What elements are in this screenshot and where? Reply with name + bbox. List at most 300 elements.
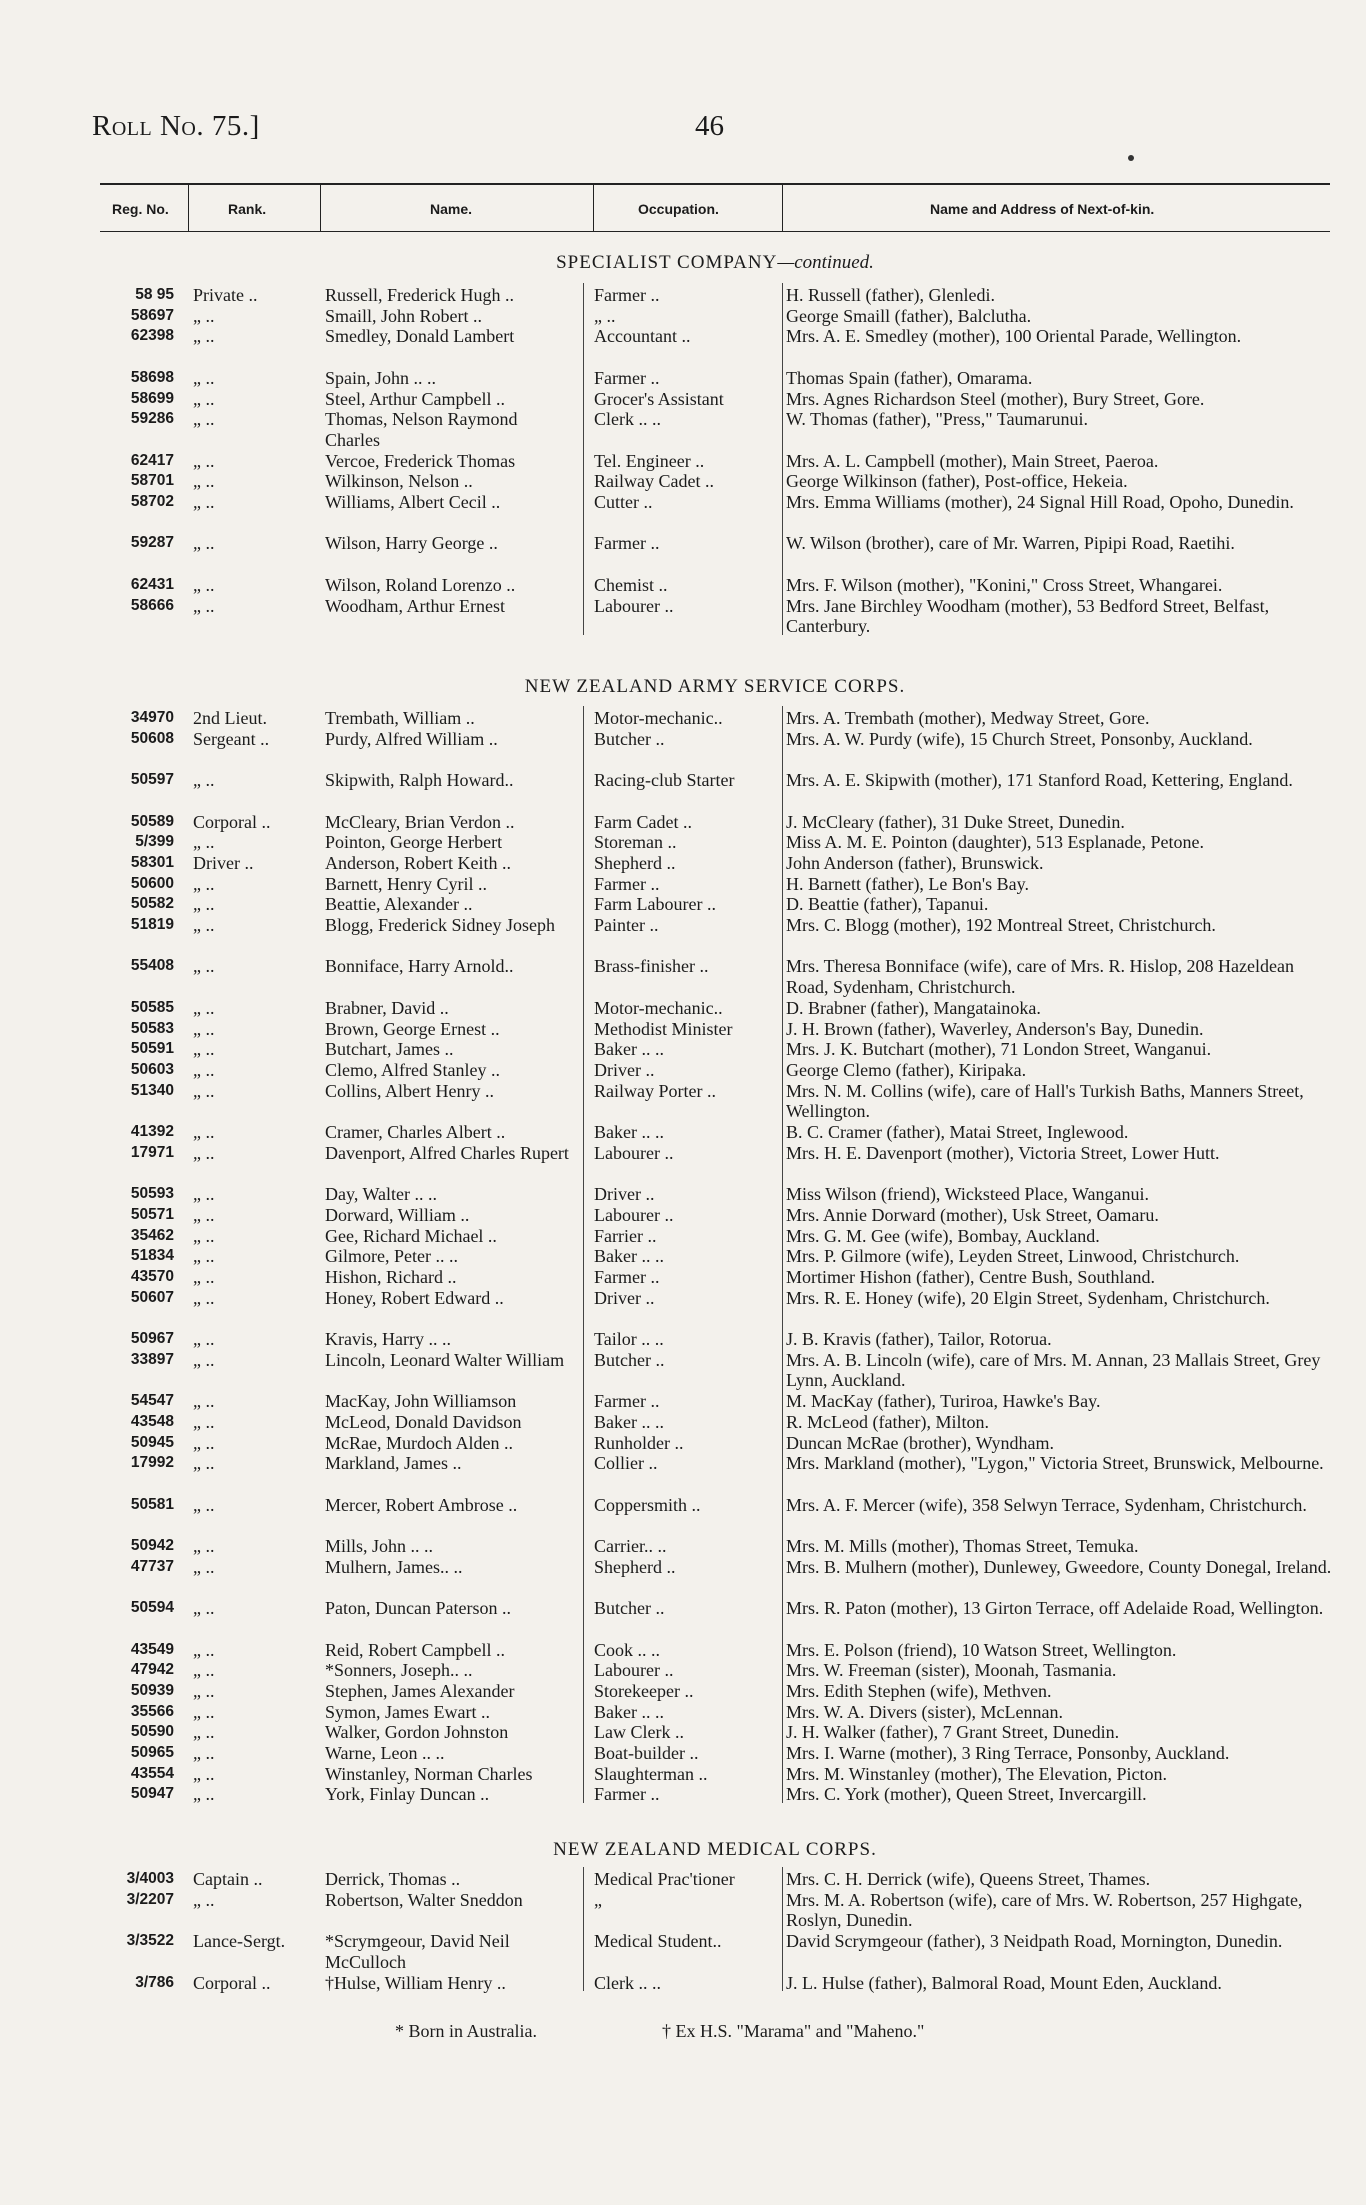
next-of-kin: Mrs. P. Gilmore (wife), Leyden Street, Linwood, Christchurch. [786,1246,1240,1267]
rank: „ .. [193,595,215,616]
reg-number: 58702 [130,493,174,510]
reg-number: 47737 [130,1557,174,1575]
occupation: Cutter .. [594,492,653,512]
rank: „ .. [193,1536,215,1556]
next-of-kin: Mrs. N. M. Collins (wife), care of Hall's Turkish Baths, Manners Street, Wellington. [786,1080,1304,1122]
next-of-kin: Mrs. Edith Stephen (wife), Methven. [786,1680,1052,1701]
section-title-text: NEW ZEALAND MEDICAL CORPS. [553,1839,877,1860]
footnote-ex: † Ex H.S. "Marama" and "Maheno." [662,2021,925,2041]
rank: „ .. [193,1889,215,1910]
soldier-name: McRae, Murdoch Alden .. [325,1432,513,1453]
soldier-name: Purdy, Alfred William .. [325,728,498,749]
soldier-name: Barnett, Henry Cyril .. [325,873,487,894]
reg-number: 41392 [130,1123,174,1140]
rank: „ .. [193,997,215,1018]
next-of-kin: Mrs. B. Mulhern (mother), Dunlewey, Gweedore, County Donegal, Ireland. [786,1556,1332,1577]
reg-number: 50593 [130,1185,174,1203]
next-of-kin: Mrs. A. F. Mercer (wife), 358 Selwyn Terrace, Sydenham, Christchurch. [786,1494,1307,1515]
soldier-name: Symon, James Ewart .. [325,1701,490,1722]
reg-number: 59286 [130,410,174,428]
occupation: Farmer .. [594,873,660,894]
soldier-name: Cramer, Charles Albert .. [325,1122,506,1142]
soldier-name: †Hulse, William Henry .. [325,1972,506,1993]
occupation: Racing-club Starter [594,770,735,791]
rank: „ .. [193,533,215,554]
soldier-name: Winstanley, Norman Charles [325,1763,533,1784]
ink-dot [1128,155,1134,161]
occupation: Brass-finisher .. [594,956,709,977]
occupation: Storeman .. [594,832,677,853]
rank: „ .. [193,1660,215,1681]
rank: Driver .. [193,852,254,873]
section-title [100,252,1330,274]
next-of-kin: Mrs. C. York (mother), Queen Street, Invercargill. [786,1784,1147,1805]
reg-number: 47942 [130,1661,174,1679]
soldier-name: Paton, Duncan Paterson .. [325,1598,511,1619]
occupation: Grocer's Assistant [594,388,724,409]
soldier-name: Spain, John .. .. [325,367,437,388]
next-of-kin: Mrs. M. Mills (mother), Thomas Street, Temuka. [786,1536,1139,1556]
next-of-kin: Mrs. C. H. Derrick (wife), Queens Street, Thames. [786,1869,1151,1889]
header-divider [593,183,594,231]
next-of-kin: D. Brabner (father), Mangatainoka. [786,997,1041,1018]
rank: „ .. [193,1763,215,1784]
next-of-kin: John Anderson (father), Brunswick. [786,852,1044,873]
next-of-kin: Mrs. A. W. Purdy (wife), 15 Church Street, Ponsonby, Auckland. [786,728,1253,749]
reg-number: 50571 [130,1205,174,1223]
next-of-kin: Mrs. R. Paton (mother), 13 Girton Terrace, off Adelaide Road, Wellington. [786,1598,1324,1619]
reg-number: 43554 [130,1764,174,1782]
col-name-header: Name. [430,201,473,217]
rank: „ .. [193,450,215,471]
rank: „ .. [193,1432,215,1453]
occupation: Labourer .. [594,595,674,616]
reg-number: 50581 [130,1495,174,1513]
rank: „ .. [193,1680,215,1701]
next-of-kin: J. L. Hulse (father), Balmoral Road, Mount Eden, Auckland. [786,1972,1222,1993]
rank: „ .. [193,1453,215,1474]
section-title [100,1839,1330,1861]
next-of-kin: Mrs. F. Wilson (mother), "Konini," Cross Street, Whangarei. [786,574,1223,595]
occupation: Law Clerk .. [594,1722,684,1743]
rank: Corporal .. [193,811,271,832]
soldier-name: Hishon, Richard .. [325,1266,457,1287]
rank: „ .. [193,1494,215,1515]
reg-number: 3/786 [135,1973,174,1991]
rank: „ .. [193,326,215,347]
occupation: „ [594,1889,602,1910]
occupation: Medical Prac'tioner [594,1869,735,1889]
next-of-kin: H. Barnett (father), Le Bon's Bay. [786,873,1029,894]
rank: „ .. [193,1349,215,1370]
reg-number: 50591 [130,1040,174,1058]
next-of-kin: Mrs. G. M. Gee (wife), Bombay, Auckland. [786,1225,1100,1246]
soldier-name: Wilson, Harry George .. [325,533,498,554]
occupation: Coppersmith .. [594,1494,701,1515]
next-of-kin: Mrs. Jane Birchley Woodham (mother), 53 Bedford Street, Belfast, Canterbury. [786,595,1270,636]
next-of-kin: George Clemo (father), Kiripaka. [786,1059,1027,1080]
soldier-name: McCleary, Brian Verdon .. [325,811,515,832]
occupation: Farmer .. [594,367,660,388]
next-of-kin: W. Thomas (father), "Press," Taumarunui. [786,409,1089,430]
reg-number: 50945 [130,1433,174,1451]
column-rule [782,283,783,635]
soldier-name: Butchart, James .. [325,1039,454,1060]
next-of-kin: Mrs. M. A. Robertson (wife), care of Mrs. W. Robertson, 257 Highgate, Roslyn, Dunedin. [786,1889,1303,1931]
occupation: Driver .. [594,1184,655,1205]
rank: „ .. [193,471,215,492]
soldier-name: Davenport, Alfred Charles Rupert [325,1142,569,1163]
rank: „ .. [193,1598,215,1619]
rank: „ .. [193,1411,215,1432]
soldier-name: Williams, Albert Cecil .. [325,492,501,512]
column-headers [100,183,1330,233]
rank: „ .. [193,388,215,409]
next-of-kin: Mrs. A. B. Lincoln (wife), care of Mrs. M. Annan, 23 Mallais Street, Grey Lynn, Auckland. [786,1349,1321,1391]
reg-number: 55408 [130,957,174,975]
occupation: Motor-mechanic.. [594,708,723,728]
next-of-kin: W. Wilson (brother), care of Mr. Warren, Pipipi Road, Raetihi. [786,533,1235,554]
reg-number: 34970 [130,709,174,726]
reg-number: 51834 [130,1247,174,1265]
next-of-kin: Mrs. Theresa Bonniface (wife), care of Mrs. R. Hislop, 208 Hazeldean Road, Sydenham, Christchurch. [786,956,1294,997]
next-of-kin: Mrs. A. E. Skipwith (mother), 171 Stanford Road, Kettering, England. [786,770,1293,791]
reg-number: 33897 [130,1350,174,1368]
next-of-kin: Mrs. Agnes Richardson Steel (mother), Bury Street, Gore. [786,388,1205,409]
reg-number: 59287 [130,534,174,552]
occupation: Motor-mechanic.. [594,997,723,1018]
soldier-name: York, Finlay Duncan .. [325,1784,490,1805]
header-divider [782,183,783,231]
occupation: Tailor .. .. [594,1329,664,1349]
occupation: Farmer .. [594,533,660,554]
rank: „ .. [193,894,215,915]
rank: „ .. [193,1266,215,1287]
soldier-name: Markland, James .. [325,1453,462,1474]
soldier-name: Robertson, Walter Sneddon [325,1889,523,1910]
next-of-kin: Mrs. W. A. Divers (sister), McLennan. [786,1701,1063,1722]
soldier-name: Wilkinson, Nelson .. [325,471,473,492]
next-of-kin: J. H. Walker (father), 7 Grant Street, Dunedin. [786,1722,1120,1743]
header-divider [188,183,189,231]
rank: „ .. [193,1556,215,1577]
soldier-name: Brown, George Ernest .. [325,1018,500,1039]
occupation: Baker .. .. [594,1701,664,1722]
next-of-kin: J. B. Kravis (father), Tailor, Rotorua. [786,1329,1052,1349]
reg-number: 51819 [130,916,174,933]
soldier-name: Bonniface, Harry Arnold.. [325,956,514,977]
reg-number: 62431 [130,575,174,593]
soldier-name: Walker, Gordon Johnston [325,1722,509,1743]
reg-number: 58697 [130,306,174,324]
occupation: Baker .. .. [594,1122,664,1142]
reg-number: 50597 [130,771,174,789]
next-of-kin: R. McLeod (father), Milton. [786,1411,989,1432]
soldier-name: Anderson, Robert Keith .. [325,852,511,873]
header-bottom-rule [100,231,1330,232]
rank: „ .. [193,1722,215,1743]
section-title [100,676,1330,698]
reg-number: 50589 [130,812,174,830]
column-rule [583,283,584,635]
column-rule [583,706,584,1803]
occupation: Driver .. [594,1059,655,1080]
occupation: Butcher .. [594,1349,665,1370]
next-of-kin: Mrs. E. Polson (friend), 10 Watson Street, Wellington. [786,1639,1177,1660]
reg-number: 58699 [130,389,174,407]
occupation: Farm Cadet .. [594,811,692,832]
occupation: Labourer .. [594,1142,674,1163]
col-occupation-header: Occupation. [638,201,719,217]
occupation: Labourer .. [594,1660,674,1681]
rank: „ .. [193,915,215,935]
occupation: Boat-builder .. [594,1743,699,1763]
reg-number: 50965 [130,1744,174,1761]
reg-number: 58701 [130,472,174,490]
soldier-name: Gilmore, Peter .. .. [325,1246,458,1267]
rank: Sergeant .. [193,728,270,749]
rank: „ .. [193,1142,215,1163]
soldier-name: Mills, John .. .. [325,1536,434,1556]
rank: „ .. [193,409,215,430]
next-of-kin: Mrs. I. Warne (mother), 3 Ring Terrace, Ponsonby, Auckland. [786,1743,1230,1763]
occupation: Railway Porter .. [594,1080,716,1101]
occupation: „ .. [594,305,616,326]
soldier-name: Pointon, George Herbert [325,832,503,853]
rank: „ .. [193,1246,215,1267]
reg-number: 50607 [130,1288,174,1306]
reg-number: 50939 [130,1681,174,1699]
next-of-kin: J. McCleary (father), 31 Duke Street, Dunedin. [786,811,1125,832]
reg-number: 50947 [130,1785,174,1803]
col-rank-header: Rank. [228,201,267,217]
rank: Private .. [193,285,258,305]
soldier-name: Thomas, Nelson Raymond Charles [325,409,518,450]
rank: „ .. [193,1018,215,1039]
occupation: Runholder .. [594,1432,684,1453]
soldier-name: McLeod, Donald Davidson [325,1411,522,1432]
soldier-name: Clemo, Alfred Stanley .. [325,1059,500,1080]
next-of-kin: Mrs. A. E. Smedley (mother), 100 Oriental Parade, Wellington. [786,326,1242,347]
rank: „ .. [193,1039,215,1060]
next-of-kin: Mrs. H. E. Davenport (mother), Victoria Street, Lower Hutt. [786,1142,1220,1163]
reg-number: 50582 [130,895,174,913]
occupation: Medical Student.. [594,1931,722,1952]
reg-number: 50603 [130,1060,174,1078]
rank: „ .. [193,770,215,791]
rank: „ .. [193,574,215,595]
rank: „ .. [193,1059,215,1080]
next-of-kin: Mrs. R. E. Honey (wife), 20 Elgin Street, Sydenham, Christchurch. [786,1287,1270,1308]
next-of-kin: Mrs. Annie Dorward (mother), Usk Street, Oamaru. [786,1204,1159,1225]
reg-number: 5/399 [135,833,174,851]
occupation: Farrier .. [594,1225,657,1246]
rank: „ .. [193,1184,215,1205]
occupation: Slaughterman .. [594,1763,708,1784]
reg-number: 50600 [130,874,174,892]
next-of-kin: Mrs. Markland (mother), "Lygon," Victoria Street, Brunswick, Melbourne. [786,1453,1324,1474]
rank: „ .. [193,305,215,326]
reg-number: 17971 [130,1143,174,1161]
column-rule [583,1867,584,1991]
next-of-kin: Mrs. A. L. Campbell (mother), Main Street, Paeroa. [786,450,1159,471]
reg-number: 43549 [130,1640,174,1658]
rank: „ .. [193,1743,215,1763]
next-of-kin: George Wilkinson (father), Post-office, Hekeia. [786,471,1128,492]
soldier-name: Kravis, Harry .. .. [325,1329,451,1349]
occupation: Railway Cadet .. [594,471,714,492]
next-of-kin: Mortimer Hishon (father), Centre Bush, Southland. [786,1266,1155,1287]
header-divider [320,183,321,231]
reg-number: 3/4003 [126,1870,174,1887]
soldier-name: Steel, Arthur Campbell .. [325,388,505,409]
occupation: Driver .. [594,1287,655,1308]
reg-number: 35462 [130,1226,174,1244]
next-of-kin: David Scrymgeour (father), 3 Neidpath Road, Mornington, Dunedin. [786,1931,1283,1952]
occupation: Butcher .. [594,728,665,749]
occupation: Tel. Engineer .. [594,450,705,471]
reg-number: 50590 [130,1723,174,1741]
rank: „ .. [193,492,215,512]
occupation: Baker .. .. [594,1246,664,1267]
occupation: Accountant .. [594,326,691,347]
soldier-name: Smaill, John Robert .. [325,305,482,326]
reg-number: 50608 [130,729,174,747]
occupation: Baker .. .. [594,1411,664,1432]
reg-number: 54547 [130,1392,174,1410]
soldier-name: Reid, Robert Campbell .. [325,1639,505,1660]
reg-number: 58301 [130,853,174,871]
rank: „ .. [193,1122,215,1142]
soldier-name: Honey, Robert Edward .. [325,1287,504,1308]
rank: „ .. [193,1639,215,1660]
rank: „ .. [193,1784,215,1805]
next-of-kin: Miss A. M. E. Pointon (daughter), 513 Esplanade, Petone. [786,832,1204,853]
rank: „ .. [193,832,215,853]
rank: „ .. [193,1701,215,1722]
next-of-kin: Mrs. C. Blogg (mother), 192 Montreal Street, Christchurch. [786,915,1216,935]
occupation: Chemist .. [594,574,668,595]
reg-number: 62398 [130,327,174,345]
occupation: Carrier.. .. [594,1536,667,1556]
soldier-name: Collins, Albert Henry .. [325,1080,494,1101]
reg-number: 50583 [130,1019,174,1037]
soldier-name: MacKay, John Williamson [325,1391,517,1412]
reg-number: 50594 [130,1599,174,1617]
reg-number: 58698 [130,368,174,386]
reg-number: 43548 [130,1412,174,1430]
occupation: Clerk .. .. [594,1972,661,1993]
reg-number: 35566 [130,1702,174,1720]
rank: „ .. [193,956,215,977]
soldier-name: Skipwith, Ralph Howard.. [325,770,514,791]
soldier-name: Mulhern, James.. .. [325,1556,463,1577]
section-title-text: SPECIALIST COMPANY [556,252,778,273]
occupation: Farmer .. [594,1784,660,1805]
next-of-kin: M. MacKay (father), Turiroa, Hawke's Bay. [786,1391,1101,1412]
soldier-name: Warne, Leon .. .. [325,1743,445,1763]
next-of-kin: Miss Wilson (friend), Wicksteed Place, Wanganui. [786,1184,1150,1205]
next-of-kin: Mrs. A. Trembath (mother), Medway Street, Gore. [786,708,1150,728]
soldier-name: Brabner, David .. [325,997,449,1018]
soldier-name: *Scrymgeour, David Neil McCulloch [325,1931,510,1972]
rank: Lance-Sergt. [193,1931,286,1952]
rank: „ .. [193,1225,215,1246]
reg-number: 43570 [130,1267,174,1285]
next-of-kin: Thomas Spain (father), Omarama. [786,367,1033,388]
next-of-kin: Mrs. W. Freeman (sister), Moonah, Tasmania. [786,1660,1117,1681]
occupation: Clerk .. .. [594,409,661,430]
soldier-name: Vercoe, Frederick Thomas [325,450,516,471]
rank: „ .. [193,873,215,894]
soldier-name: Mercer, Robert Ambrose .. [325,1494,518,1515]
soldier-name: Beattie, Alexander .. [325,894,473,915]
rank: „ .. [193,1204,215,1225]
rank: Captain .. [193,1869,263,1889]
reg-number: 17992 [130,1454,174,1472]
reg-number: 3/2207 [126,1890,174,1908]
occupation: Painter .. [594,915,659,935]
soldier-name: Gee, Richard Michael .. [325,1225,497,1246]
soldier-name: Dorward, William .. [325,1204,470,1225]
page-number: 46 [695,110,724,142]
rank: Corporal .. [193,1972,271,1993]
occupation: Collier .. [594,1453,658,1474]
occupation: Shepherd .. [594,852,676,873]
occupation: Farmer .. [594,1391,660,1412]
rank: „ .. [193,1287,215,1308]
page-header [92,110,1274,150]
roll-number: Roll No. 75.] [92,110,260,142]
reg-number: 58666 [130,596,174,614]
next-of-kin: Duncan McRae (brother), Wyndham. [786,1432,1054,1453]
soldier-name: Trembath, William .. [325,708,475,728]
next-of-kin: Mrs. M. Winstanley (mother), The Elevation, Picton. [786,1763,1168,1784]
next-of-kin: J. H. Brown (father), Waverley, Anderson's Bay, Dunedin. [786,1018,1204,1039]
soldier-name: Wilson, Roland Lorenzo .. [325,574,516,595]
soldier-name: Day, Walter .. .. [325,1184,438,1205]
next-of-kin: H. Russell (father), Glenledi. [786,285,995,305]
soldier-name: Lincoln, Leonard Walter William [325,1349,565,1370]
occupation: Methodist Minister [594,1018,733,1039]
occupation: Baker .. .. [594,1039,664,1060]
next-of-kin: Mrs. Emma Williams (mother), 24 Signal Hill Road, Opoho, Dunedin. [786,492,1294,512]
occupation: Farmer .. [594,285,660,305]
occupation: Butcher .. [594,1598,665,1619]
rank: „ .. [193,1329,215,1349]
column-rule [782,706,783,1803]
reg-number: 50585 [130,998,174,1016]
soldier-name: Woodham, Arthur Ernest [325,595,506,616]
header-top-rule [100,183,1330,185]
col-reg-header: Reg. No. [112,201,169,217]
soldier-name: Blogg, Frederick Sidney Joseph [325,915,555,935]
next-of-kin: Mrs. J. K. Butchart (mother), 71 London Street, Wanganui. [786,1039,1212,1060]
reg-number: 50942 [130,1537,174,1554]
next-of-kin: George Smaill (father), Balclutha. [786,305,1032,326]
reg-number: 58 95 [135,286,174,303]
footnote-born: * Born in Australia. [395,2021,537,2041]
next-of-kin: D. Beattie (father), Tapanui. [786,894,989,915]
occupation: Farm Labourer .. [594,894,716,915]
rank: „ .. [193,367,215,388]
column-rule [782,1867,783,1991]
soldier-name: Stephen, James Alexander [325,1680,515,1701]
occupation: Farmer .. [594,1266,660,1287]
reg-number: 3/3522 [126,1932,174,1950]
occupation: Shepherd .. [594,1556,676,1577]
reg-number: 62417 [130,451,174,469]
